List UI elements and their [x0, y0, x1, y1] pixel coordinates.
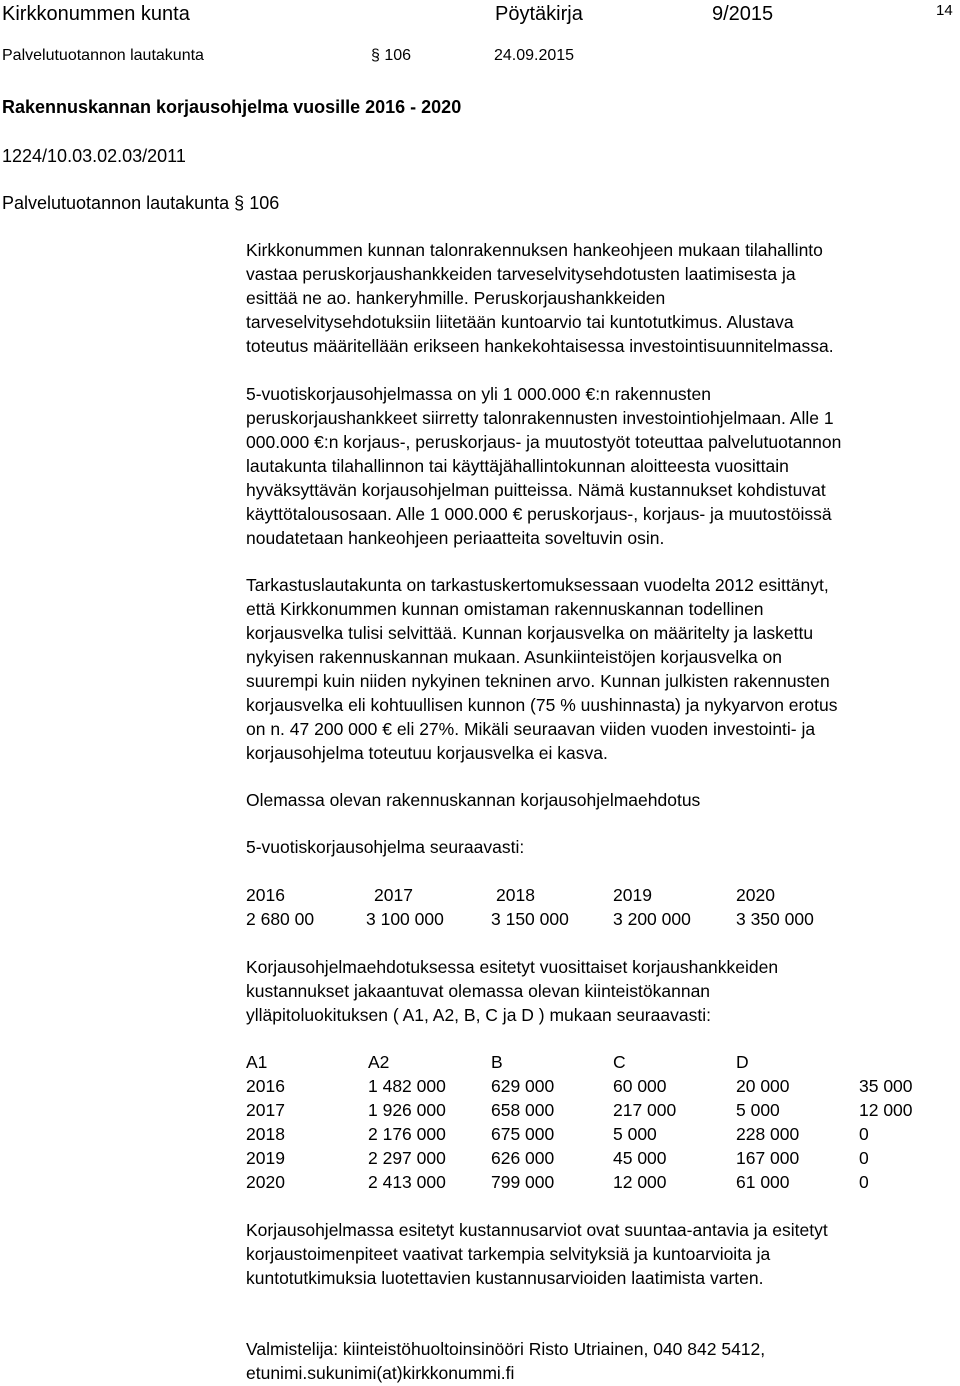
table-cell: 35 000 [859, 1076, 913, 1096]
table-cell: 799 000 [491, 1172, 555, 1192]
table-cell: 1 482 000 [368, 1076, 446, 1096]
table-cell: 626 000 [491, 1148, 555, 1168]
text-line: Valmistelija: kiinteistöhuoltoinsinööri Risto Utriainen, 040 842 5412, [246, 1339, 766, 1359]
year-cell: 2019 [613, 885, 652, 905]
text-line: suurempi kuin niiden nykyinen tekninen arvo. Kunnan julkisten rakennusten [246, 671, 830, 691]
text-line: esittää ne ao. hankeryhmille. Peruskorjaushankkeiden [246, 288, 666, 308]
table-cell: 60 000 [613, 1076, 667, 1096]
table-cell: 12 000 [613, 1172, 667, 1192]
text-line: 000.000 €:n korjaus-, peruskorjaus- ja muutostyöt toteuttaa palvelutuotannon [246, 432, 842, 452]
section-value: 106 [384, 47, 412, 64]
text-line: korjausvelka eli kohtuullisen kunnon (75 % uushinnasta) ja nykyarvon erotus [246, 695, 838, 715]
table-cell: 5 000 [613, 1124, 657, 1144]
text-line: ylläpitoluokituksen ( A1, A2, B, C ja D ) mukaan seuraavasti: [246, 1005, 711, 1025]
table-cell: 658 000 [491, 1100, 555, 1120]
text-line: nykyisen rakennuskannan mukaan. Asunkiinteistöjen korjausvelka on [246, 647, 783, 667]
table-cell: 217 000 [613, 1100, 677, 1120]
year-cell: 2018 [496, 885, 535, 905]
amount-cell: 3 350 000 [736, 909, 814, 929]
table-cell: 45 000 [613, 1148, 667, 1168]
text-line: hyväksyttävän korjausohjelman puitteissa. Nämä kustannukset kohdistuvat [246, 480, 826, 500]
five-year-program-intro: 5-vuotiskorjausohjelma seuraavasti: [246, 837, 525, 857]
table-cell: 2 413 000 [368, 1172, 446, 1192]
table-cell: 2018 [246, 1124, 285, 1144]
table-cell: 2 297 000 [368, 1148, 446, 1168]
text-line: Korjausohjelmassa esitetyt kustannusarviot ovat suuntaa-antavia ja esitetyt [246, 1220, 828, 1240]
text-line: Kirkkonummen kunnan talonrakennuksen hankeohjeen mukaan tilahallinto [246, 240, 823, 260]
table-header-cell: B [491, 1052, 503, 1072]
text-line: korjaustoimenpiteet vaativat tarkempia selvityksiä ja kuntoarvioita ja [246, 1244, 771, 1264]
paragraph-3 [246, 573, 956, 765]
table-cell: 675 000 [491, 1124, 555, 1144]
amount-cell: 3 100 000 [366, 909, 444, 929]
table-cell: 5 000 [736, 1100, 780, 1120]
item-board-section: Palvelutuotannon lautakunta § 106 [2, 193, 280, 213]
text-line: korjausvelka tulisi selvittää. Kunnan korjausvelka on määritelty ja laskettu [246, 623, 814, 643]
table-cell: 20 000 [736, 1076, 790, 1096]
text-line: Tarkastuslautakunta on tarkastuskertomuksessaan vuodelta 2012 esittänyt, [246, 575, 829, 595]
section-number: § 106 [371, 47, 412, 64]
table-cell: 167 000 [736, 1148, 800, 1168]
table-cell: 629 000 [491, 1076, 555, 1096]
table-header-cell: C [613, 1052, 626, 1072]
text-line: tarveselvitysehdotuksiin liitetään kuntoarvio tai kuntotutkimus. Alustava [246, 312, 794, 332]
organization-name: Kirkkonummen kunta [2, 3, 190, 25]
text-line: kuntotutkimuksia luotettavien kustannusarvioiden laatimista varten. [246, 1268, 764, 1288]
year-cell: 2017 [374, 885, 413, 905]
text-line: etunimi.sukunimi(at)kirkkonummi.fi [246, 1363, 515, 1383]
table-cell: 2016 [246, 1076, 285, 1096]
text-line: Korjausohjelmaehdotuksessa esitetyt vuosittaiset korjaushankkeiden [246, 957, 779, 977]
document-type: Pöytäkirja [495, 3, 583, 25]
item-title: Rakennuskannan korjausohjelma vuosille 2016 - 2020 [2, 97, 462, 117]
table-header-cell: A1 [246, 1052, 268, 1072]
preparer-info [246, 1337, 956, 1385]
table-cell: 0 [859, 1148, 869, 1168]
table-header-cell: A2 [368, 1052, 390, 1072]
amount-cell: 3 150 000 [491, 909, 569, 929]
board-name: Palvelutuotannon lautakunta [2, 47, 204, 64]
table-cell: 2020 [246, 1172, 285, 1192]
table-header-cell: D [736, 1052, 749, 1072]
paragraph-2 [246, 382, 956, 550]
table-cell: 2 176 000 [368, 1124, 446, 1144]
paragraph-7 [246, 1218, 956, 1290]
paragraph-1 [246, 238, 956, 358]
year-cell: 2020 [736, 885, 775, 905]
table-cell: 2017 [246, 1100, 285, 1120]
text-line: lautakunta tilahallinnon tai käyttäjähallintokunnan aloitteesta vuosittain [246, 456, 789, 476]
text-line: on n. 47 200 000 € eli 27%. Mikäli seuraavan viiden vuoden investointi- ja [246, 719, 816, 739]
table-cell: 0 [859, 1124, 869, 1144]
document-number: 9/2015 [712, 3, 774, 25]
text-line: peruskorjaushankkeet siirretty talonrakennusten investointiohjelmaan. Alle 1 [246, 408, 834, 428]
paragraph-6 [246, 955, 956, 1027]
text-line: kustannukset jakaantuvat olemassa olevan kiinteistökannan [246, 981, 711, 1001]
table-cell: 228 000 [736, 1124, 800, 1144]
table-cell: 12 000 [859, 1100, 913, 1120]
amount-cell: 3 200 000 [613, 909, 691, 929]
table-cell: 1 926 000 [368, 1100, 446, 1120]
meeting-date: 24.09.2015 [494, 47, 575, 64]
program-proposal-heading: Olemassa olevan rakennuskannan korjausohjelmaehdotus [246, 790, 701, 810]
text-line: vastaa peruskorjaushankkeiden tarveselvitysehdotusten laatimisesta ja [246, 264, 796, 284]
text-line: toteutus määritellään erikseen hankekohtaisessa investointisuunnitelmassa. [246, 336, 834, 356]
year-cell: 2016 [246, 885, 285, 905]
text-line: korjausohjelma toteutuu korjausvelka ei kasva. [246, 743, 608, 763]
text-line: että Kirkkonummen kunnan omistaman rakennuskannan todellinen [246, 599, 764, 619]
item-reference: 1224/10.03.02.03/2011 [2, 146, 186, 166]
text-line: käyttötalousosaan. Alle 1 000.000 € peruskorjaus-, korjaus- ja muutostöissä [246, 504, 832, 524]
table-cell: 0 [859, 1172, 869, 1192]
amount-cell: 2 680 00 [246, 909, 315, 929]
text-line: noudatetaan hankeohjeen periaatteita soveltuvin osin. [246, 528, 665, 548]
table-cell: 61 000 [736, 1172, 790, 1192]
text-line: 5-vuotiskorjausohjelmassa on yli 1 000.000 €:n rakennusten [246, 384, 712, 404]
page-number: 14 [936, 2, 953, 19]
table-cell: 2019 [246, 1148, 285, 1168]
